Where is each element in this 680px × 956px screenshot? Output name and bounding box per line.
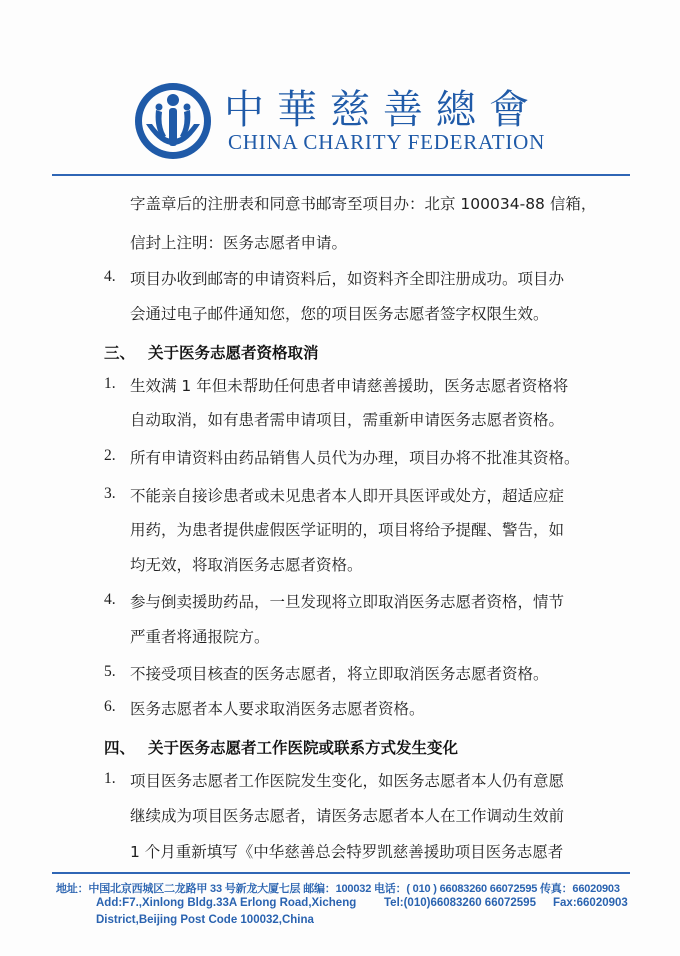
header-divider bbox=[52, 174, 630, 176]
section-heading-3 bbox=[104, 341, 319, 363]
footer-fax: Fax:66020903 bbox=[553, 897, 628, 909]
section-title: 关于医务志愿者资格取消 bbox=[148, 344, 319, 362]
item-number: 2. bbox=[104, 447, 116, 464]
item-text-line: 医务志愿者本人要求取消医务志愿者资格。 bbox=[130, 700, 425, 718]
section-number: 三、 bbox=[104, 344, 136, 362]
footer-tel: Tel:(010)66083260 66072595 bbox=[384, 897, 536, 909]
item-text-line: 自动取消，如有患者需申请项目，需重新申请医务志愿者资格。 bbox=[130, 411, 565, 429]
org-name-chinese: 中華慈善總會 bbox=[224, 87, 542, 133]
item-text-line: 1 个月重新填写《中华慈善总会特罗凯慈善援助项目医务志愿者 bbox=[130, 843, 564, 861]
org-name-english: CHINA CHARITY FEDERATION bbox=[228, 130, 546, 154]
item-text-line: 继续成为项目医务志愿者，请医务志愿者本人在工作调动生效前 bbox=[130, 807, 565, 825]
item-text-line: 用药，为患者提供虚假医学证明的，项目将给予提醒、警告，如 bbox=[130, 521, 565, 539]
item-text-line: 项目办收到邮寄的申请资料后，如资料齐全即注册成功。项目办 bbox=[130, 270, 565, 288]
footer-address-english-2: District,Beijing Post Code 100032,China bbox=[96, 914, 314, 926]
section-heading-4 bbox=[104, 736, 458, 758]
item-number: 1. bbox=[104, 375, 116, 392]
section-title: 关于医务志愿者工作医院或联系方式发生变化 bbox=[148, 739, 459, 757]
continuation-line-1: 字盖章后的注册表和同意书邮寄至项目办：北京 100034-88 信箱， bbox=[130, 195, 597, 213]
footer-divider bbox=[52, 872, 630, 874]
item-text-line: 会通过电子邮件通知您，您的项目医务志愿者签字权限生效。 bbox=[130, 305, 549, 323]
item-text-line: 均无效，将取消医务志愿者资格。 bbox=[130, 556, 363, 574]
item-text-line: 参与倒卖援助药品，一旦发现将立即取消医务志愿者资格，情节 bbox=[130, 593, 565, 611]
footer-address-english-1: Add:F7.,Xinlong Bldg.33A Erlong Road,Xicheng bbox=[96, 897, 357, 909]
item-number: 4. bbox=[104, 268, 116, 285]
item-text-line: 严重者将通报院方。 bbox=[130, 628, 270, 646]
china-charity-federation-emblem-icon bbox=[132, 80, 214, 162]
section-number: 四、 bbox=[104, 739, 136, 757]
item-number: 1. bbox=[104, 770, 116, 787]
item-text-line: 项目医务志愿者工作医院发生变化，如医务志愿者本人仍有意愿 bbox=[130, 772, 565, 790]
item-number: 6. bbox=[104, 698, 116, 715]
item-text-line: 所有申请资料由药品销售人员代为办理，项目办将不批准其资格。 bbox=[130, 449, 580, 467]
footer-address-chinese: 地址：中国北京西城区二龙路甲 33 号新龙大厦七层 邮编：100032 电话：( 010 ) 66083260 66072595 传真：66020903 bbox=[56, 883, 620, 895]
item-text-line: 生效满 1 年但未帮助任何患者申请慈善援助，医务志愿者资格将 bbox=[130, 377, 569, 395]
continuation-line-2: 信封上注明：医务志愿者申请。 bbox=[130, 234, 348, 252]
item-number: 4. bbox=[104, 591, 116, 608]
item-text-line: 不接受项目核查的医务志愿者，将立即取消医务志愿者资格。 bbox=[130, 665, 549, 683]
item-text-line: 不能亲自接诊患者或未见患者本人即开具医评或处方，超适应症 bbox=[130, 487, 565, 505]
item-number: 3. bbox=[104, 485, 116, 502]
item-number: 5. bbox=[104, 663, 116, 680]
